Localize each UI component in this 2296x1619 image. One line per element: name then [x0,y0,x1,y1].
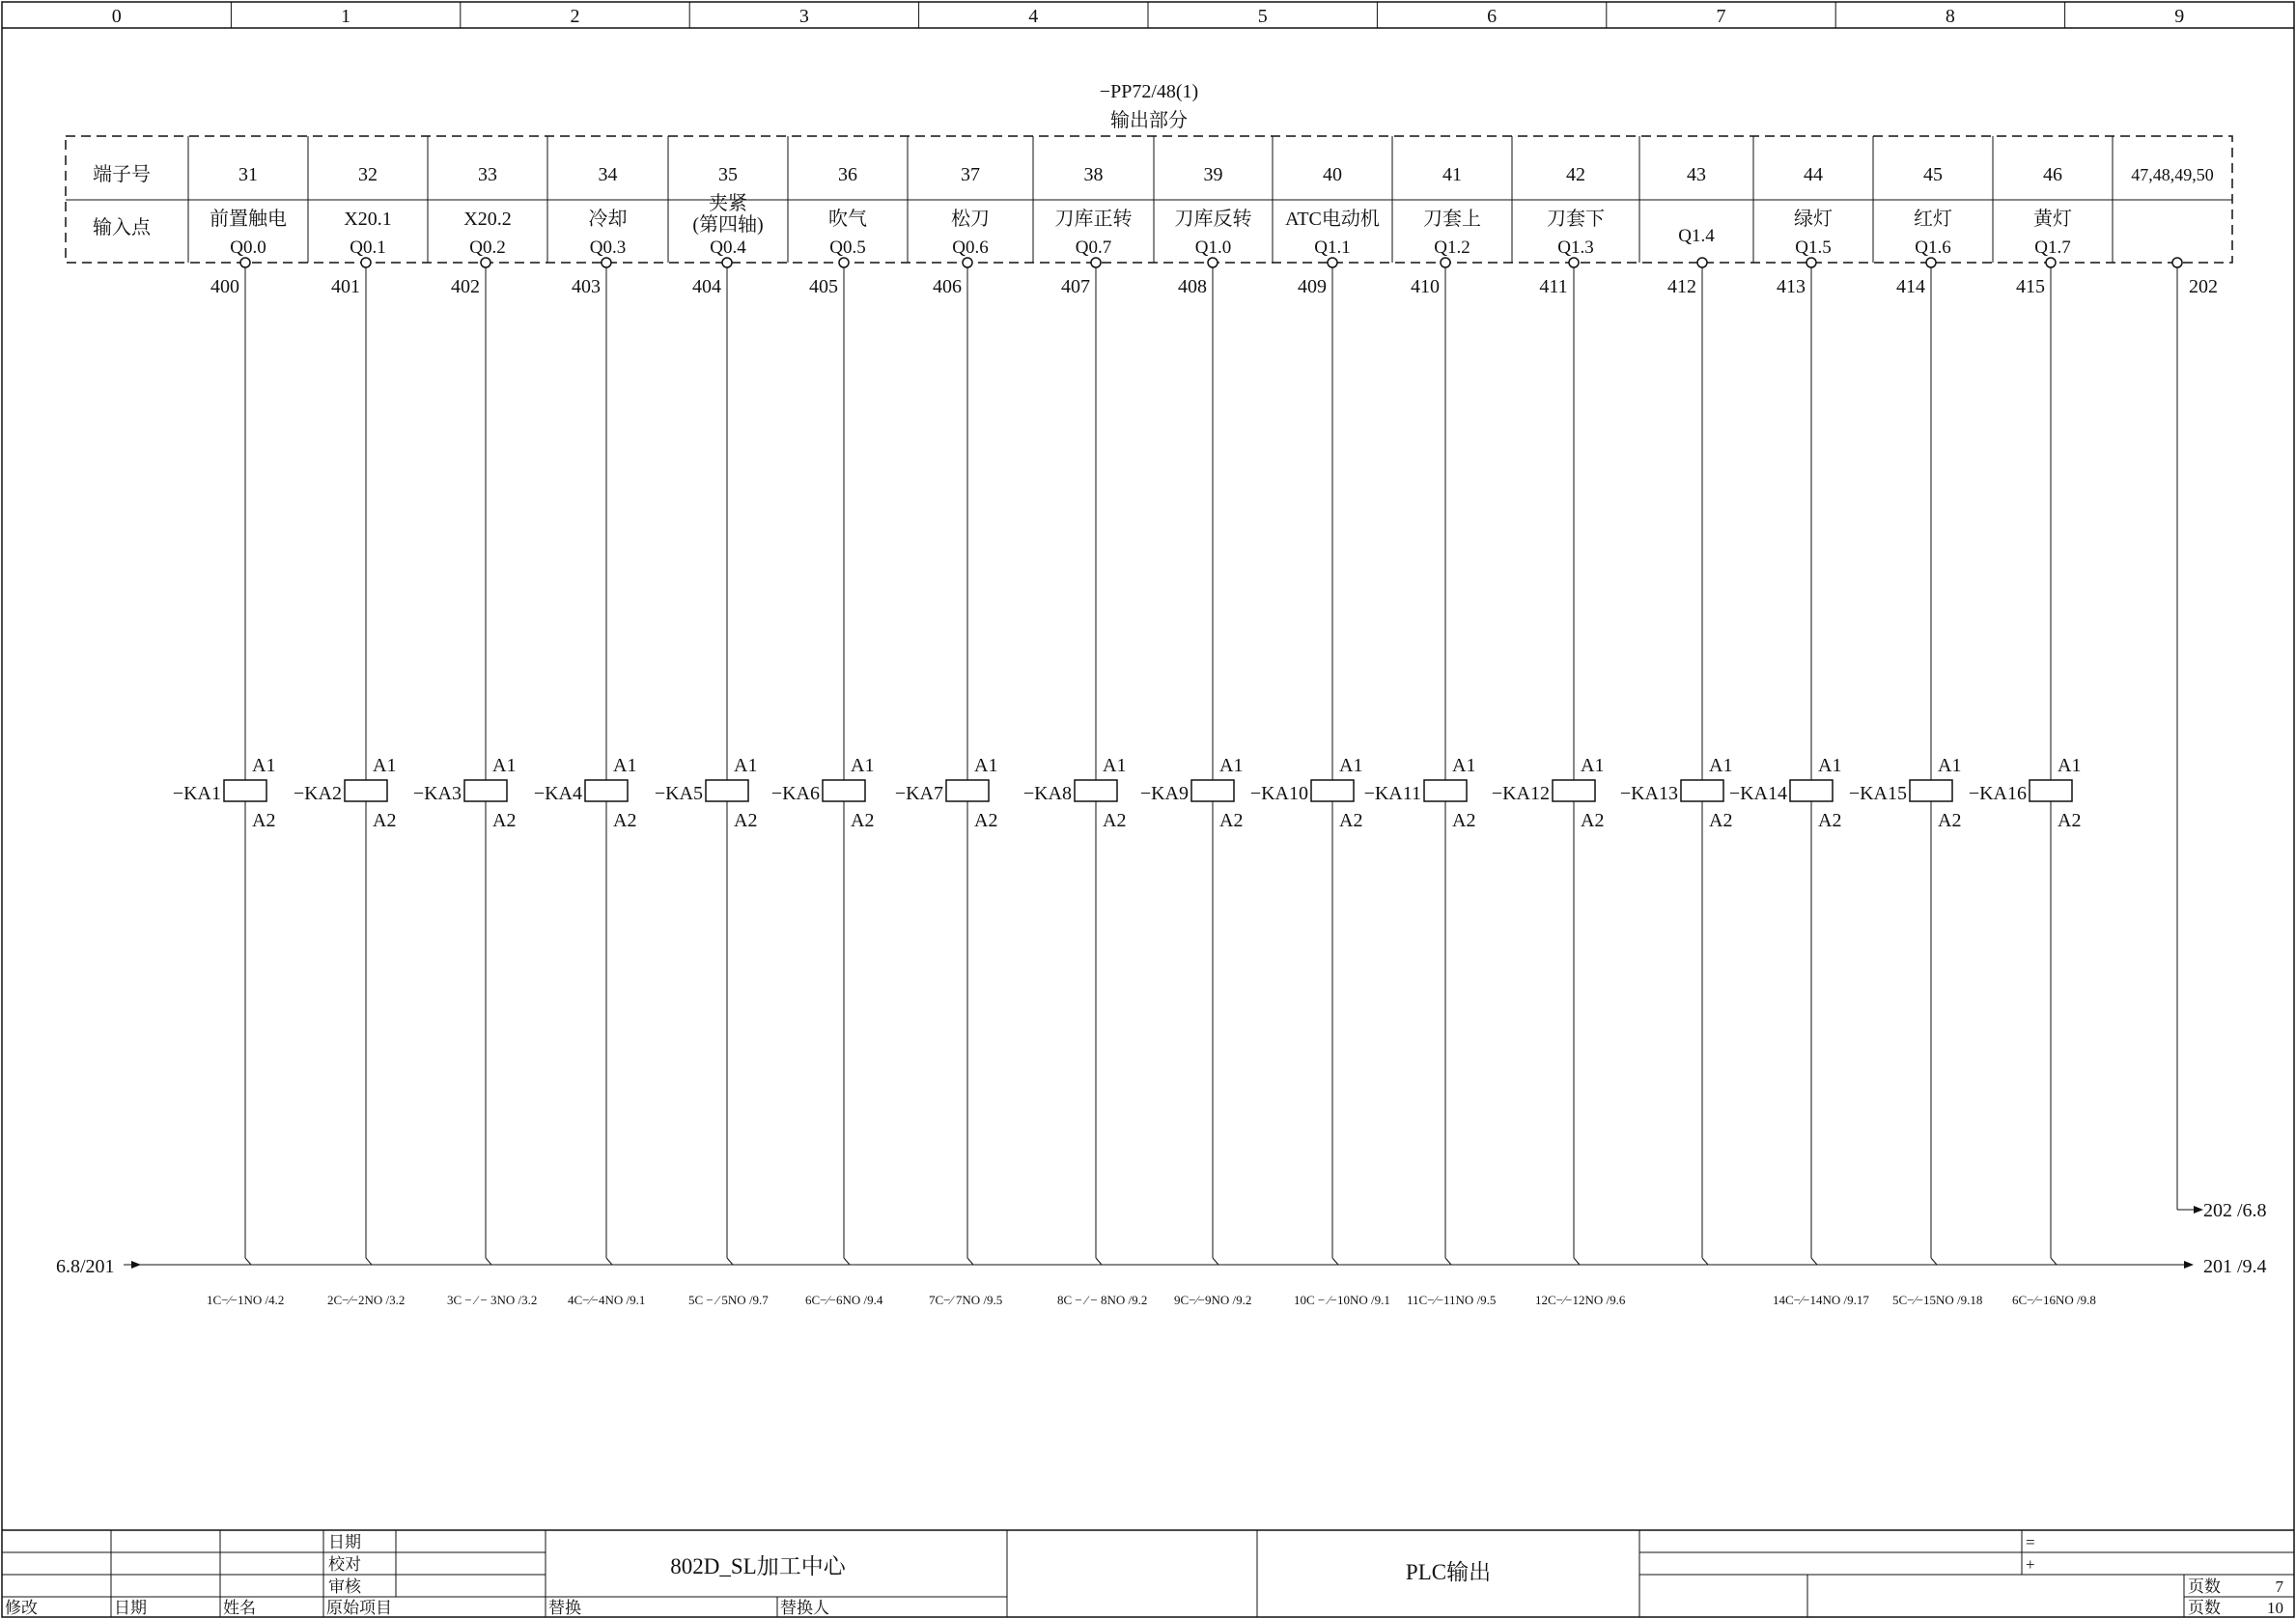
zone-number: 9 [2174,6,2185,27]
output-point: Q0.4 [710,237,746,258]
tb-replace: 替换 [548,1599,581,1617]
coil-pin-a1: A1 [851,755,875,776]
terminal-circle [1091,258,1101,267]
output-channels [173,136,2113,1307]
channel [1364,164,1497,1307]
relay-label: −KA13 [1619,783,1678,804]
tb-eq: = [2026,1533,2035,1551]
wire-number: 402 [451,276,480,297]
tb-check: 校对 [328,1555,361,1574]
wire-number: 409 [1298,276,1327,297]
bus-junction [844,1258,850,1265]
contact-reference: 11C−⁄−11NO /9.5 [1407,1293,1497,1307]
relay-label: −KA15 [1848,783,1907,804]
output-name: 前置触电 [210,209,287,230]
output-point: Q0.7 [1075,237,1112,258]
contact-reference: 2C−⁄−2NO /3.2 [327,1293,406,1307]
coil-pin-a1: A1 [1938,755,1962,776]
return-reference: 202 /6.8 [2203,1200,2267,1221]
zone-number: 1 [341,6,351,27]
coil-pin-a2: A2 [373,810,397,831]
coil-pin-a2: A2 [252,810,276,831]
channel [655,164,769,1307]
output-point: Q0.3 [589,237,627,258]
channel [294,164,406,1307]
terminal-circle [1569,258,1579,267]
relay-coil [823,780,865,801]
channel [1969,164,2096,1307]
wire-number: 401 [331,276,360,297]
output-point: Q1.3 [1557,237,1594,258]
relay-coil [706,780,748,801]
coil-pin-a2: A2 [734,810,758,831]
bus-junction [1811,1258,1817,1265]
point-row-label: 输入点 [93,217,151,238]
module-subtitle: 输出部分 [1110,110,1188,131]
output-name: 红灯 [1914,209,1952,230]
extra-wire-label: 202 [2189,276,2218,297]
terminal-circle [1328,258,1337,267]
coil-pin-a2: A2 [1818,810,1842,831]
channel [173,164,287,1307]
terminal-circle [481,258,490,267]
tb-pages: 10 [2267,1599,2283,1617]
coil-pin-a2: A2 [492,810,517,831]
contact-reference: 7C−⁄ 7NO /9.5 [929,1293,1003,1307]
terminal-number: 41 [1442,164,1462,185]
output-name: X20.1 [344,209,392,230]
channel [895,164,1002,1307]
zone-number: 3 [798,6,809,27]
bus-junction [727,1258,733,1265]
terminal-number: 31 [238,164,258,185]
wire-number: 414 [1896,276,1925,297]
terminal-number: 39 [1203,164,1223,185]
output-name [692,192,763,236]
output-name: 刀套下 [1547,209,1605,230]
contact-reference: 10C − ⁄−10NO /9.1 [1294,1293,1390,1307]
contact-reference: 5C − ⁄ 5NO /9.7 [688,1293,769,1307]
relay-label: −KA6 [770,783,820,804]
channel [771,164,883,1307]
contact-reference: 5C−⁄−15NO /9.18 [1892,1293,1983,1307]
tb-plus: + [2026,1555,2035,1574]
relay-label: −KA14 [1728,783,1787,804]
channel [1492,164,1626,1307]
relay-label: −KA16 [1968,783,2027,804]
bus-junction [1574,1258,1580,1265]
terminal-number: 44 [1804,164,1823,185]
coil-pin-a2: A2 [1709,810,1733,831]
channel [1729,164,1870,1307]
terminal-number: 40 [1323,164,1342,185]
coil-pin-a1: A1 [252,755,276,776]
bus-in-arrow [131,1261,141,1269]
relay-coil [1790,780,1833,801]
wire-number: 405 [809,276,838,297]
tb-orig: 原始项目 [326,1599,392,1617]
terminal-circle [963,258,972,267]
terminal-circle [1208,258,1218,267]
zone-number: 4 [1028,6,1039,27]
zone-number: 8 [1945,6,1955,27]
terminal-circle [839,258,849,267]
coil-pin-a1: A1 [1709,755,1733,776]
terminal-number: 43 [1687,164,1706,185]
output-name-line: 夹紧 [709,193,747,214]
coil-pin-a1: A1 [1103,755,1127,776]
output-point: Q1.5 [1795,237,1832,258]
coil-pin-a1: A1 [1818,755,1842,776]
output-point: Q1.1 [1314,237,1351,258]
contact-reference: 1C−⁄−1NO /4.2 [207,1293,285,1307]
wire-number: 406 [933,276,962,297]
terminal-number: 38 [1083,164,1104,185]
coil-pin-a1: A1 [1452,755,1476,776]
terminal-circle [1441,258,1450,267]
zone-number: 2 [570,6,580,27]
tb-replacer: 替换人 [780,1599,829,1617]
contact-reference: 6C−⁄−6NO /9.4 [805,1293,883,1307]
relay-label: −KA2 [293,783,342,804]
output-point: Q0.6 [952,237,989,258]
tb-pages-label: 页数 [2188,1599,2221,1617]
output-point: Q0.0 [230,237,266,258]
terminal-circle [240,258,250,267]
wire-number: 403 [572,276,601,297]
relay-coil [1681,780,1723,801]
relay-coil [1910,780,1952,801]
relay-coil [345,780,387,801]
relay-coil [224,780,266,801]
terminal-row-label: 端子号 [93,164,151,185]
terminal-number: 46 [2043,164,2062,185]
channel [534,164,646,1307]
relay-coil [1424,780,1467,801]
channel [413,164,538,1307]
output-point: Q1.0 [1194,237,1232,258]
tb-drawing: PLC输出 [1405,1560,1492,1584]
coil-pin-a2: A2 [1103,810,1127,831]
output-name: 冷却 [588,209,628,230]
coil-pin-a1: A1 [1219,755,1244,776]
contact-reference: 9C−⁄−9NO /9.2 [1174,1293,1252,1307]
bus-out-arrow [2184,1261,2194,1269]
contact-reference: 6C−⁄−16NO /9.8 [2012,1293,2096,1307]
coil-pin-a2: A2 [851,810,875,831]
terminal-number: 37 [961,164,980,185]
contact-reference: 14C−⁄−14NO /9.17 [1773,1293,1869,1307]
coil-pin-a2: A2 [1581,810,1605,831]
channel [1023,164,1148,1307]
relay-coil [1075,780,1117,801]
bus-junction [245,1258,251,1265]
coil-pin-a1: A1 [613,755,637,776]
bus-out-reference: 201 /9.4 [2203,1256,2267,1277]
terminal-circle [722,258,732,267]
wire-number: 404 [692,276,721,297]
coil-pin-a1: A1 [492,755,517,776]
module-id: −PP72/48(1) [1099,81,1199,102]
output-name: 松刀 [951,209,990,230]
terminal-number: 32 [358,164,378,185]
relay-label: −KA3 [412,783,462,804]
coil-pin-a1: A1 [734,755,758,776]
bus-in-reference: 6.8/201 [56,1256,115,1277]
contact-reference: 12C−⁄−12NO /9.6 [1535,1293,1626,1307]
wire-number: 408 [1178,276,1207,297]
bus-junction [1445,1258,1451,1265]
coil-pin-a2: A2 [1219,810,1244,831]
output-point: Q1.6 [1915,237,1951,258]
output-name-line: (第四轴) [692,214,764,236]
bus-junction [1213,1258,1218,1265]
tb-date: 日期 [328,1533,361,1551]
extra-terminal: 47,48,49,50 [2131,165,2214,184]
terminal-circle [1697,258,1707,267]
channel [1250,164,1390,1307]
bus-junction [366,1258,372,1265]
output-name: 绿灯 [1794,209,1833,230]
terminal-circle [361,258,371,267]
terminal-circle [602,258,611,267]
output-name: 刀套上 [1423,209,1481,230]
coil-pin-a2: A2 [1452,810,1476,831]
output-point: Q1.7 [2034,237,2071,258]
bus-junction [1332,1258,1338,1265]
contact-reference: 4C−⁄−4NO /9.1 [568,1293,646,1307]
coil-pin-a1: A1 [1581,755,1605,776]
coil-pin-a1: A1 [974,755,998,776]
bus-junction [1931,1258,1937,1265]
tb-project: 802D_SL加工中心 [670,1554,846,1578]
zone-ruler [112,2,2185,28]
coil-pin-a1: A1 [2058,755,2082,776]
coil-pin-a2: A2 [613,810,637,831]
coil-pin-a2: A2 [2058,810,2082,831]
wire-number: 415 [2016,276,2045,297]
bus-junction [1702,1258,1708,1265]
tb-name: 姓名 [223,1599,256,1617]
channel [1849,164,1983,1307]
tb-modify: 修改 [5,1599,38,1617]
output-name: 黄灯 [2033,209,2072,230]
coil-pin-a2: A2 [1938,810,1962,831]
relay-label: −KA12 [1491,783,1550,804]
return-arrow [2194,1206,2203,1214]
relay-label: −KA4 [533,783,582,804]
relay-coil [946,780,989,801]
relay-coil [1191,780,1234,801]
coil-pin-a1: A1 [373,755,397,776]
extra-terminal-circle [2172,258,2182,267]
bus-junction [1096,1258,1102,1265]
output-point: Q1.2 [1434,237,1470,258]
channel [1140,164,1252,1307]
wire-number: 410 [1411,276,1440,297]
relay-coil [2030,780,2072,801]
contact-reference: 3C − ⁄ − 3NO /3.2 [447,1293,538,1307]
terminal-number: 34 [598,164,618,185]
output-name: 刀库反转 [1174,209,1252,230]
relay-label: −KA10 [1249,783,1308,804]
output-name: ATC电动机 [1285,209,1380,230]
coil-pin-a2: A2 [1339,810,1363,831]
bus-junction [2051,1258,2057,1265]
relay-coil [1311,780,1354,801]
terminal-circle [1926,258,1936,267]
zone-number: 0 [111,6,122,27]
wire-number: 411 [1539,276,1568,297]
coil-pin-a2: A2 [974,810,998,831]
terminal-circle [1806,258,1816,267]
relay-coil [464,780,507,801]
output-name: 吹气 [828,209,867,230]
wire-number: 412 [1667,276,1696,297]
relay-coil [585,780,628,801]
output-name: X20.2 [463,209,512,230]
wire-number: 400 [210,276,239,297]
contact-reference: 8C − ⁄ − 8NO /9.2 [1057,1293,1148,1307]
bus-junction [967,1258,973,1265]
channel [1620,164,1733,1265]
relay-label: −KA1 [172,783,221,804]
relay-label: −KA7 [894,783,943,804]
zone-number: 7 [1716,6,1726,27]
coil-pin-a1: A1 [1339,755,1363,776]
terminal-number: 42 [1566,164,1585,185]
terminal-number: 35 [718,164,738,185]
relay-label: −KA8 [1022,783,1072,804]
wire-number: 407 [1061,276,1090,297]
relay-coil [1553,780,1595,801]
wire-number: 413 [1777,276,1806,297]
bus-junction [606,1258,612,1265]
tb-date2: 日期 [114,1599,147,1617]
relay-label: −KA9 [1139,783,1189,804]
tb-page-label: 页数 [2188,1577,2221,1596]
output-name: 刀库正转 [1054,209,1133,230]
output-point: Q0.1 [350,237,386,258]
bus-junction [486,1258,491,1265]
output-point: Q1.4 [1678,226,1715,246]
relay-label: −KA11 [1363,783,1421,804]
terminal-number: 33 [478,164,497,185]
zone-number: 5 [1257,6,1268,27]
zone-number: 6 [1487,6,1498,27]
terminal-number: 45 [1923,164,1943,185]
terminal-circle [2046,258,2056,267]
output-point: Q0.2 [469,237,506,258]
tb-page: 7 [2275,1577,2283,1596]
tb-review: 审核 [328,1577,361,1596]
output-point: Q0.5 [829,237,866,258]
terminal-number: 36 [838,164,857,185]
relay-label: −KA5 [654,783,703,804]
